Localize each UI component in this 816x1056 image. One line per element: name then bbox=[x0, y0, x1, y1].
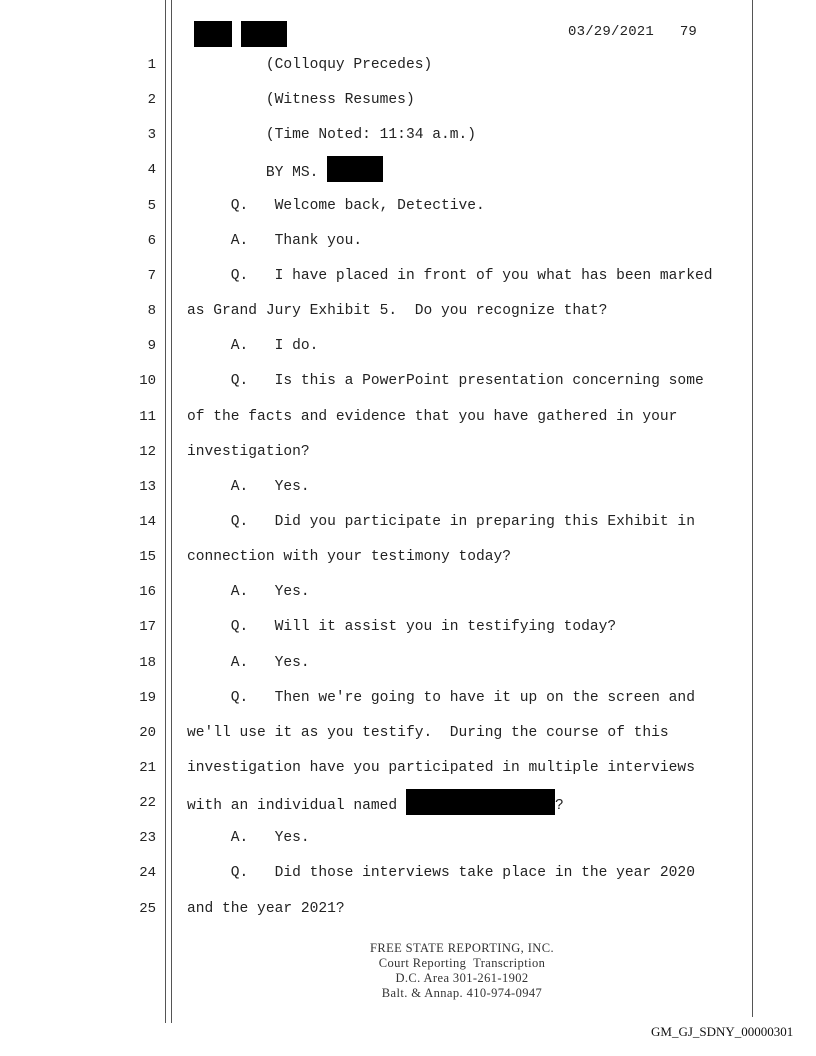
line-number: 24 bbox=[139, 865, 156, 882]
line-text bbox=[187, 479, 310, 495]
line-text-content: as Grand Jury Exhibit 5. Do you recognize that? bbox=[187, 303, 608, 320]
line-text-content: with an individual named bbox=[187, 798, 406, 814]
line-text-content: Q. Then we're going to have it up on the screen and bbox=[187, 689, 695, 706]
transcript-line bbox=[0, 373, 816, 393]
line-number: 19 bbox=[139, 689, 156, 706]
line-number: 12 bbox=[139, 443, 156, 460]
line-text bbox=[187, 268, 712, 284]
line-text-content: Q. Did those interviews take place in the year 2020 bbox=[187, 865, 695, 882]
transcript-line bbox=[0, 690, 816, 710]
line-text bbox=[187, 760, 695, 776]
line-number: 16 bbox=[139, 584, 156, 601]
line-number: 7 bbox=[147, 267, 156, 284]
footer-services: Court Reporting Transcription bbox=[378, 956, 546, 970]
line-number: 1 bbox=[147, 57, 156, 73]
transcript-line bbox=[0, 584, 816, 604]
transcript-line bbox=[0, 865, 816, 885]
line-text bbox=[187, 233, 362, 249]
line-number: 17 bbox=[139, 619, 156, 636]
line-text bbox=[187, 619, 616, 635]
line-text bbox=[187, 92, 415, 108]
line-number: 22 bbox=[139, 795, 156, 812]
line-text bbox=[187, 198, 485, 214]
transcript-line bbox=[0, 303, 816, 323]
header-page-number: 79 bbox=[679, 24, 698, 40]
transcript-line bbox=[0, 409, 816, 429]
bates-number: GM_GJ_SDNY_00000301 bbox=[651, 1024, 794, 1039]
line-text bbox=[187, 725, 669, 741]
line-text-content: (Witness Resumes) bbox=[187, 92, 415, 109]
transcript-line bbox=[0, 127, 816, 147]
line-number: 11 bbox=[139, 408, 156, 425]
transcript-line bbox=[0, 479, 816, 499]
line-text bbox=[187, 584, 310, 600]
line-text-content: A. Yes. bbox=[187, 478, 310, 495]
line-number: 25 bbox=[139, 900, 156, 917]
line-number: 2 bbox=[147, 92, 156, 109]
transcript-line bbox=[0, 901, 816, 921]
right-margin-rule bbox=[752, 0, 753, 1017]
line-text bbox=[187, 409, 677, 425]
transcript-line bbox=[0, 549, 816, 569]
line-number: 21 bbox=[139, 760, 156, 776]
footer-company: FREE STATE REPORTING, INC. bbox=[369, 941, 554, 955]
transcript-line bbox=[0, 830, 816, 850]
line-text bbox=[187, 901, 345, 917]
redaction-block bbox=[327, 156, 383, 182]
redaction-block bbox=[406, 789, 555, 815]
line-text-content: Q. Did you participate in preparing this Exhibit in bbox=[187, 513, 695, 530]
transcript-line bbox=[0, 725, 816, 745]
page-header bbox=[568, 24, 697, 40]
reporter-footer bbox=[280, 941, 644, 1001]
line-text bbox=[187, 795, 564, 815]
line-number: 5 bbox=[147, 197, 156, 214]
line-text-content: A. Yes. bbox=[187, 654, 310, 671]
line-text-content: Q. Welcome back, Detective. bbox=[187, 197, 485, 214]
line-text-after: ? bbox=[554, 798, 564, 814]
line-text bbox=[187, 830, 310, 846]
transcript-line bbox=[0, 760, 816, 780]
line-number: 6 bbox=[147, 232, 156, 249]
line-text-content: A. Yes. bbox=[187, 830, 310, 847]
header-date: 03/29/2021 bbox=[568, 24, 655, 40]
line-number: 20 bbox=[139, 724, 156, 741]
line-text bbox=[187, 865, 695, 881]
line-text-content: (Time Noted: 11:34 a.m.) bbox=[187, 127, 477, 144]
line-text bbox=[187, 127, 476, 143]
line-text-content: A. I do. bbox=[187, 338, 319, 355]
line-text-content: we'll use it as you testify. During the course of this bbox=[187, 724, 669, 741]
line-number: 23 bbox=[139, 830, 156, 847]
line-number: 8 bbox=[147, 303, 156, 320]
line-text-content: connection with your testimony today? bbox=[187, 549, 512, 566]
line-number: 4 bbox=[147, 162, 156, 179]
transcript-line bbox=[0, 198, 816, 218]
line-text bbox=[187, 338, 318, 354]
line-text bbox=[187, 549, 511, 565]
line-text bbox=[187, 690, 695, 706]
transcript-line bbox=[0, 92, 816, 112]
line-text-content: Q. Is this a PowerPoint presentation concerning some bbox=[187, 373, 704, 390]
footer-balt-phone: Balt. & Annap. 410-974-0947 bbox=[381, 986, 543, 1000]
line-text-content: Q. Will it assist you in testifying today? bbox=[187, 619, 617, 636]
transcript-line bbox=[0, 162, 816, 182]
transcript-line bbox=[0, 619, 816, 639]
transcript-line bbox=[0, 338, 816, 358]
transcript-line bbox=[0, 57, 816, 77]
line-text-content: BY MS. bbox=[187, 165, 328, 182]
line-number: 9 bbox=[147, 338, 156, 355]
line-text-content: (Colloquy Precedes) bbox=[187, 57, 433, 73]
transcript-line bbox=[0, 514, 816, 534]
line-text bbox=[187, 514, 695, 530]
line-text-content: investigation have you participated in multiple interviews bbox=[187, 760, 695, 776]
header-redaction-block-1 bbox=[194, 21, 232, 47]
line-text bbox=[187, 655, 310, 671]
header-redaction-block-2 bbox=[241, 21, 287, 47]
transcript-line bbox=[0, 795, 816, 815]
footer-dc-phone: D.C. Area 301-261-1902 bbox=[395, 971, 529, 985]
line-number: 14 bbox=[139, 513, 156, 530]
transcript-line bbox=[0, 268, 816, 288]
line-text bbox=[187, 303, 607, 319]
line-text-content: investigation? bbox=[187, 443, 310, 460]
line-text-content: A. Thank you. bbox=[187, 232, 363, 249]
line-number: 13 bbox=[139, 478, 156, 495]
line-text bbox=[187, 444, 310, 460]
line-text-content: of the facts and evidence that you have gathered in your bbox=[187, 408, 678, 425]
line-text-content: A. Yes. bbox=[187, 584, 310, 601]
line-text bbox=[187, 162, 383, 182]
line-text-content: Q. I have placed in front of you what has been marked bbox=[187, 267, 713, 284]
line-number: 3 bbox=[147, 127, 156, 144]
line-text-content: and the year 2021? bbox=[187, 900, 345, 917]
transcript-line bbox=[0, 655, 816, 675]
line-number: 10 bbox=[139, 373, 156, 390]
line-number: 15 bbox=[139, 549, 156, 566]
line-number: 18 bbox=[139, 654, 156, 671]
line-text bbox=[187, 373, 704, 389]
line-text bbox=[187, 57, 432, 73]
transcript-line bbox=[0, 233, 816, 253]
transcript-line bbox=[0, 444, 816, 464]
